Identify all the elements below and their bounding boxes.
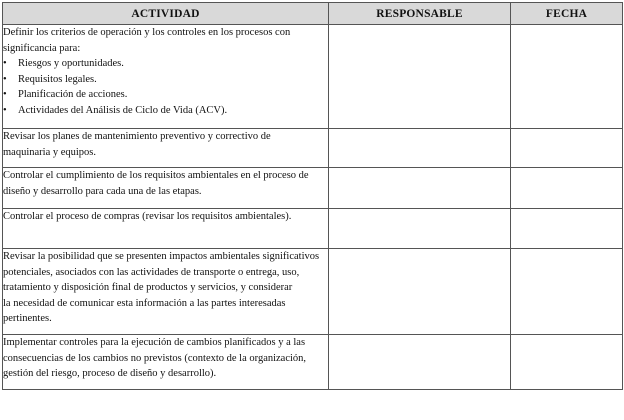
table-row — [3, 129, 623, 168]
activity-cell — [3, 249, 329, 335]
header-responsible: RESPONSABLE — [329, 3, 511, 25]
responsible-cell[interactable] — [329, 25, 511, 129]
activity-table — [2, 2, 623, 390]
header-activity: ACTIVIDAD — [3, 3, 329, 25]
activity-cell — [3, 129, 329, 168]
activity-cell — [3, 335, 329, 390]
bullet-icon: • — [3, 89, 7, 101]
bullet-icon: • — [3, 104, 7, 116]
bullet-text: Planificación de acciones. — [18, 89, 128, 101]
table-row — [3, 25, 623, 129]
date-cell[interactable] — [511, 168, 623, 209]
date-cell[interactable] — [511, 249, 623, 335]
bullet-text: Riesgos y oportunidades. — [18, 58, 124, 70]
activity-text-line: maquinaria y equipos. — [3, 146, 97, 158]
activity-text-line: potenciales, asociados con las actividades de transporte o entrega, uso, — [3, 266, 300, 278]
table-row — [3, 249, 623, 335]
header-row — [3, 3, 623, 25]
date-cell[interactable] — [511, 209, 623, 249]
responsible-cell[interactable] — [329, 249, 511, 335]
table-row — [3, 209, 623, 249]
bullet-icon: • — [3, 58, 7, 70]
activity-text-line: gestión del riesgo, proceso de diseño y desarrollo). — [3, 368, 217, 380]
activity-text-line: tratamiento y disposición final de productos y servicios, y considerar — [3, 282, 293, 294]
activity-text-line: significancia para: — [3, 42, 81, 54]
activity-text-line: Definir los criterios de operación y los controles en los procesos con — [3, 27, 291, 38]
bullet-text: Requisitos legales. — [18, 73, 97, 85]
responsible-cell[interactable] — [329, 168, 511, 209]
table-row — [3, 168, 623, 209]
activity-text-line: Controlar el proceso de compras (revisar los requisitos ambientales). — [3, 211, 292, 222]
bullet-item — [3, 56, 328, 72]
bullet-text: Actividades del Análisis de Ciclo de Vida (ACV). — [18, 104, 228, 116]
activity-text-line: diseño y desarrollo para cada una de las etapas. — [3, 185, 202, 197]
activity-text-line: la necesidad de comunicar esta información a las partes interesadas — [3, 297, 286, 309]
activity-text-line: Controlar el cumplimiento de los requisitos ambientales en el proceso de — [3, 170, 309, 181]
activity-cell — [3, 209, 329, 249]
bullet-icon: • — [3, 73, 7, 85]
bullet-item — [3, 103, 328, 119]
responsible-cell[interactable] — [329, 209, 511, 249]
bullet-item — [3, 72, 328, 88]
activity-text-line: Implementar controles para la ejecución de cambios planificados y a las — [3, 337, 306, 348]
bullet-list — [3, 56, 328, 118]
date-cell[interactable] — [511, 25, 623, 129]
responsible-cell[interactable] — [329, 335, 511, 390]
activity-cell — [3, 168, 329, 209]
date-cell[interactable] — [511, 129, 623, 168]
activity-cell — [3, 25, 329, 129]
activity-text-line: pertinentes. — [3, 313, 52, 325]
date-cell[interactable] — [511, 335, 623, 390]
table-row — [3, 335, 623, 390]
activity-text-line: Revisar la posibilidad que se presenten impactos ambientales significativos — [3, 251, 320, 262]
header-date: FECHA — [511, 3, 623, 25]
bullet-item — [3, 87, 328, 103]
activity-text-line: Revisar los planes de mantenimiento preventivo y correctivo de — [3, 131, 271, 142]
activity-text-line: consecuencias de los cambios no previstos (contexto de la organización, — [3, 352, 307, 364]
responsible-cell[interactable] — [329, 129, 511, 168]
